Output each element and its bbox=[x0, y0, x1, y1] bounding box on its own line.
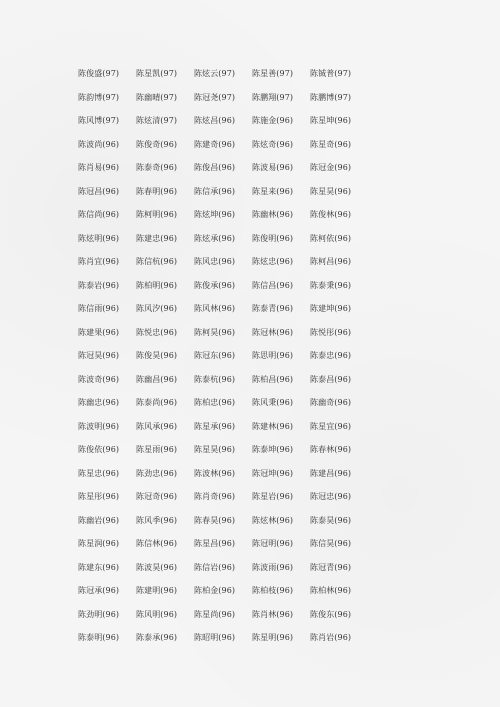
name-entry: 陈冠明(96) bbox=[252, 539, 294, 549]
name-entry: 陈泰承(96) bbox=[136, 633, 178, 643]
name-entry: 陈信林(96) bbox=[136, 539, 178, 549]
name-entry: 陈炫清(97) bbox=[136, 116, 178, 126]
name-row bbox=[78, 368, 378, 392]
name-entry: 陈风博(97) bbox=[78, 116, 120, 126]
name-row bbox=[78, 485, 378, 509]
name-entry: 陈风季(96) bbox=[136, 515, 178, 525]
name-entry: 陈炫昌(96) bbox=[194, 116, 236, 126]
name-entry: 陈俊东(96) bbox=[310, 609, 352, 619]
name-row bbox=[78, 203, 378, 227]
name-entry: 陈建林(96) bbox=[252, 421, 294, 431]
name-row bbox=[78, 579, 378, 603]
name-entry: 陈风明(96) bbox=[136, 609, 178, 619]
name-entry: 陈星承(96) bbox=[194, 421, 236, 431]
name-entry: 陈泰尚(96) bbox=[136, 398, 178, 408]
name-row bbox=[78, 321, 378, 345]
name-entry: 陈波易(96) bbox=[252, 163, 294, 173]
name-row bbox=[78, 415, 378, 439]
name-entry: 陈信承(96) bbox=[194, 186, 236, 196]
name-row bbox=[78, 509, 378, 533]
name-row bbox=[78, 532, 378, 556]
name-entry: 陈波昊(96) bbox=[136, 562, 178, 572]
name-entry: 陈鹏翔(97) bbox=[252, 92, 294, 102]
name-entry: 陈风林(96) bbox=[194, 304, 236, 314]
name-entry: 陈建坤(96) bbox=[310, 304, 352, 314]
name-entry: 陈冠坤(96) bbox=[252, 468, 294, 478]
name-entry: 陈劲忠(96) bbox=[136, 468, 178, 478]
name-entry: 陈柯明(96) bbox=[136, 210, 178, 220]
name-entry: 陈俊昌(96) bbox=[194, 163, 236, 173]
name-entry: 陈泰青(96) bbox=[252, 304, 294, 314]
name-row bbox=[78, 391, 378, 415]
name-row bbox=[78, 86, 378, 110]
name-entry: 陈星明(96) bbox=[252, 633, 294, 643]
name-row bbox=[78, 626, 378, 650]
name-entry: 陈柏林(96) bbox=[310, 586, 352, 596]
name-entry: 陈星尚(96) bbox=[194, 609, 236, 619]
name-entry: 陈泰奇(96) bbox=[136, 163, 178, 173]
name-entry: 陈星宜(96) bbox=[310, 421, 352, 431]
name-entry: 陈幽昌(96) bbox=[136, 374, 178, 384]
name-row bbox=[78, 274, 378, 298]
name-row bbox=[78, 438, 378, 462]
name-entry: 陈炫奇(96) bbox=[252, 139, 294, 149]
name-entry: 陈幽奇(96) bbox=[310, 398, 352, 408]
name-entry: 陈建明(96) bbox=[136, 586, 178, 596]
name-entry: 陈柏昌(96) bbox=[252, 374, 294, 384]
name-entry: 陈柏金(96) bbox=[194, 586, 236, 596]
name-entry: 陈炫承(96) bbox=[194, 233, 236, 243]
name-entry: 陈冠昊(96) bbox=[78, 351, 120, 361]
name-entry: 陈肖奇(96) bbox=[194, 492, 236, 502]
name-row bbox=[78, 556, 378, 580]
name-entry: 陈冠东(96) bbox=[194, 351, 236, 361]
name-entry: 陈泰明(96) bbox=[78, 633, 120, 643]
name-entry: 陈肖宜(96) bbox=[78, 257, 120, 267]
name-row bbox=[78, 462, 378, 486]
name-row bbox=[78, 62, 378, 86]
name-entry: 陈泰忠(96) bbox=[310, 351, 352, 361]
name-entry: 陈柯昊(96) bbox=[194, 327, 236, 337]
name-row bbox=[78, 109, 378, 133]
name-entry: 陈冠林(96) bbox=[252, 327, 294, 337]
name-entry: 陈星来(96) bbox=[252, 186, 294, 196]
name-entry: 陈俊昊(96) bbox=[136, 351, 178, 361]
name-entry: 陈风承(96) bbox=[136, 421, 178, 431]
name-entry: 陈泰秉(96) bbox=[310, 280, 352, 290]
name-entry: 陈幽林(96) bbox=[252, 210, 294, 220]
name-entry: 陈柏枝(96) bbox=[252, 586, 294, 596]
name-entry: 陈风秉(96) bbox=[252, 398, 294, 408]
name-entry: 陈信杭(96) bbox=[136, 257, 178, 267]
name-entry: 陈信昌(96) bbox=[252, 280, 294, 290]
name-entry: 陈波奇(96) bbox=[78, 374, 120, 384]
name-entry: 陈炫林(96) bbox=[252, 515, 294, 525]
name-entry: 陈炫忠(96) bbox=[252, 257, 294, 267]
name-row bbox=[78, 227, 378, 251]
name-entry: 陈建东(96) bbox=[78, 562, 120, 572]
name-row bbox=[78, 180, 378, 204]
name-entry: 陈俊承(96) bbox=[194, 280, 236, 290]
name-entry: 陈建奇(96) bbox=[194, 139, 236, 149]
name-entry: 陈施金(96) bbox=[252, 116, 294, 126]
name-entry: 陈悦忠(96) bbox=[136, 327, 178, 337]
name-entry: 陈柏忠(96) bbox=[194, 398, 236, 408]
name-entry: 陈星彤(96) bbox=[78, 492, 120, 502]
name-entry: 陈星坤(96) bbox=[310, 116, 352, 126]
name-entry: 陈炫明(96) bbox=[78, 233, 120, 243]
name-entry: 陈星昊(96) bbox=[194, 445, 236, 455]
name-grid bbox=[78, 62, 378, 650]
name-entry: 陈肖岩(96) bbox=[310, 633, 352, 643]
name-entry: 陈波雨(96) bbox=[252, 562, 294, 572]
name-entry: 陈风忠(96) bbox=[194, 257, 236, 267]
name-entry: 陈俊盛(97) bbox=[78, 69, 120, 79]
name-entry: 陈柏明(96) bbox=[136, 280, 178, 290]
name-entry: 陈思明(96) bbox=[252, 351, 294, 361]
name-entry: 陈冠奇(96) bbox=[136, 492, 178, 502]
name-entry: 陈星忠(96) bbox=[78, 468, 120, 478]
name-entry: 陈春明(96) bbox=[136, 186, 178, 196]
name-entry: 陈星岩(96) bbox=[252, 492, 294, 502]
name-entry: 陈冠青(96) bbox=[310, 562, 352, 572]
name-entry: 陈信雨(96) bbox=[78, 304, 120, 314]
name-entry: 陈信岩(96) bbox=[194, 562, 236, 572]
name-entry: 陈柯昌(96) bbox=[310, 257, 352, 267]
name-entry: 陈信尚(96) bbox=[78, 210, 120, 220]
name-entry: 陈幽岩(96) bbox=[78, 515, 120, 525]
name-entry: 陈建忠(96) bbox=[136, 233, 178, 243]
name-entry: 陈泰昊(96) bbox=[310, 515, 352, 525]
name-entry: 陈星凯(97) bbox=[136, 69, 178, 79]
name-entry: 陈俊奇(96) bbox=[136, 139, 178, 149]
name-entry: 陈韵博(97) bbox=[78, 92, 120, 102]
name-row bbox=[78, 250, 378, 274]
name-entry: 陈冠尧(97) bbox=[194, 92, 236, 102]
name-entry: 陈星善(97) bbox=[252, 69, 294, 79]
name-entry: 陈炫云(97) bbox=[194, 69, 236, 79]
name-entry: 陈信昊(96) bbox=[310, 539, 352, 549]
name-entry: 陈波明(96) bbox=[78, 421, 120, 431]
name-entry: 陈星昊(96) bbox=[310, 186, 352, 196]
name-row bbox=[78, 297, 378, 321]
name-entry: 陈泰岩(96) bbox=[78, 280, 120, 290]
name-entry: 陈肖林(96) bbox=[252, 609, 294, 619]
name-row bbox=[78, 344, 378, 368]
name-row bbox=[78, 133, 378, 157]
name-entry: 陈柯依(96) bbox=[310, 233, 352, 243]
name-entry: 陈俊明(96) bbox=[252, 233, 294, 243]
name-row bbox=[78, 156, 378, 180]
name-entry: 陈悦彤(96) bbox=[310, 327, 352, 337]
name-entry: 陈冠昌(96) bbox=[78, 186, 120, 196]
name-entry: 陈冠承(96) bbox=[78, 586, 120, 596]
name-entry: 陈冠忠(96) bbox=[310, 492, 352, 502]
name-entry: 陈幽忠(96) bbox=[78, 398, 120, 408]
name-entry: 陈昭明(96) bbox=[194, 633, 236, 643]
name-entry: 陈星润(96) bbox=[78, 539, 120, 549]
name-entry: 陈幽晴(97) bbox=[136, 92, 178, 102]
name-entry: 陈建昌(96) bbox=[310, 468, 352, 478]
name-entry: 陈泰昌(96) bbox=[310, 374, 352, 384]
name-entry: 陈泰杭(96) bbox=[194, 374, 236, 384]
name-entry: 陈波尚(96) bbox=[78, 139, 120, 149]
name-entry: 陈劲明(96) bbox=[78, 609, 120, 619]
name-entry: 陈俊依(96) bbox=[78, 445, 120, 455]
name-entry: 陈建果(96) bbox=[78, 327, 120, 337]
name-entry: 陈铖普(97) bbox=[310, 69, 352, 79]
name-entry: 陈冠金(96) bbox=[310, 163, 352, 173]
name-entry: 陈春林(96) bbox=[310, 445, 352, 455]
name-entry: 陈肖易(96) bbox=[78, 163, 120, 173]
name-entry: 陈星雨(96) bbox=[136, 445, 178, 455]
name-entry: 陈俊林(96) bbox=[310, 210, 352, 220]
name-row bbox=[78, 603, 378, 627]
name-entry: 陈泰坤(96) bbox=[252, 445, 294, 455]
name-entry: 陈星奇(96) bbox=[310, 139, 352, 149]
name-entry: 陈炫坤(96) bbox=[194, 210, 236, 220]
name-entry: 陈风汐(96) bbox=[136, 304, 178, 314]
name-entry: 陈春昊(96) bbox=[194, 515, 236, 525]
name-entry: 陈鹏博(97) bbox=[310, 92, 352, 102]
name-entry: 陈波林(96) bbox=[194, 468, 236, 478]
name-entry: 陈星昌(96) bbox=[194, 539, 236, 549]
